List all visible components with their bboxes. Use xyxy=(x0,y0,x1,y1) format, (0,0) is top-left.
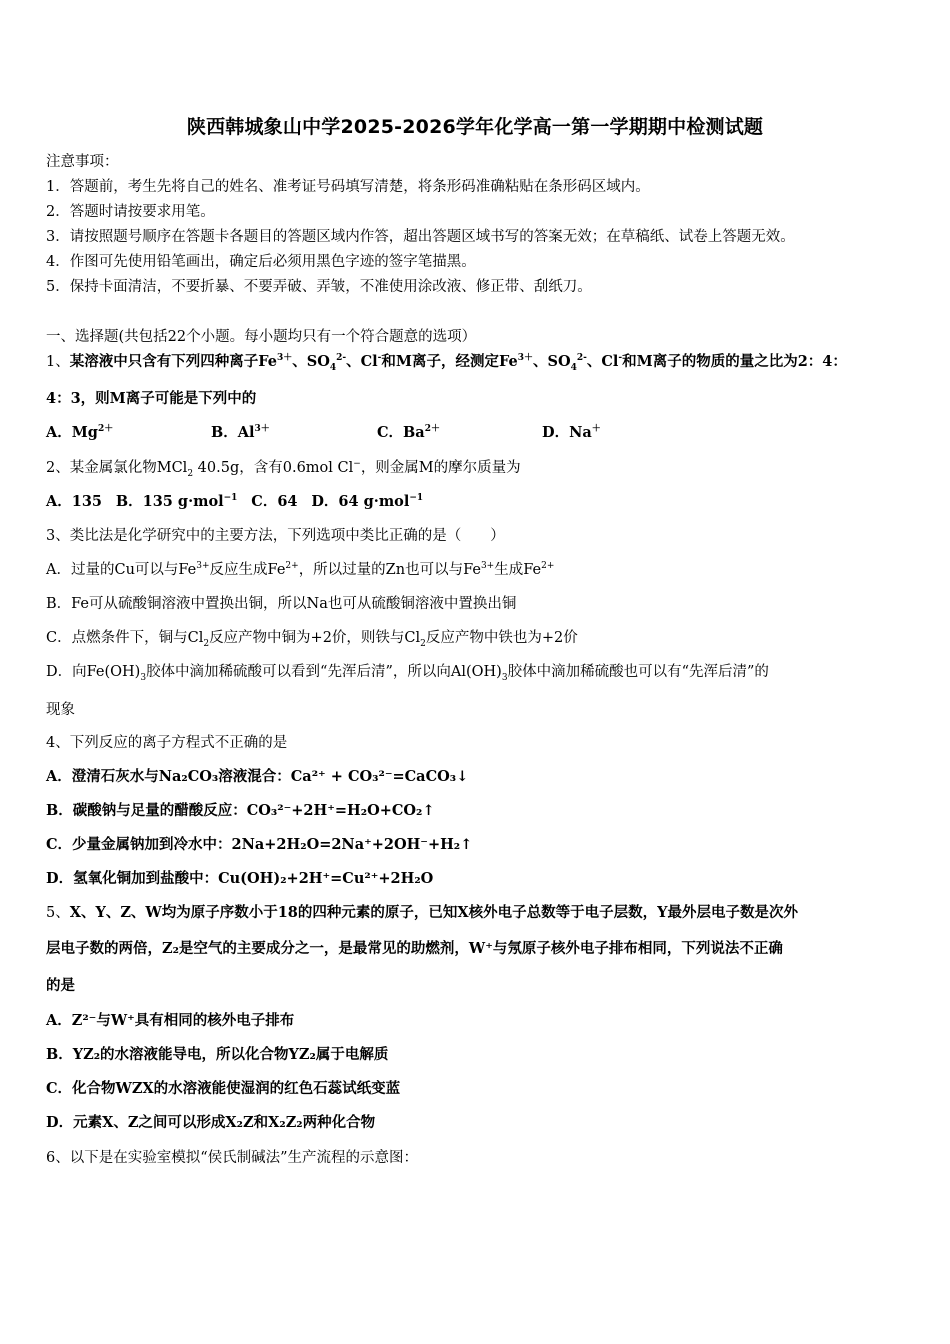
section-heading: 一、选择题(共包括22个小题。每小题均只有一个符合题意的选项） xyxy=(46,329,477,345)
option-a[interactable]: A．Z²⁻与W⁺具有相同的核外电子排布 xyxy=(46,1012,295,1029)
option-a[interactable]: A．135 xyxy=(46,493,103,510)
question-3-stem: 3、类比法是化学研究中的主要方法，下列选项中类比正确的是（ ） xyxy=(46,528,505,544)
question-6-stem: 6、以下是在实验室模拟“侯氏制碱法”生产流程的示意图： xyxy=(46,1150,419,1166)
option-b[interactable]: B．Fe可从硫酸铜溶液中置换出铜，所以Na也可从硫酸铜溶液中置换出铜 xyxy=(46,596,517,612)
question-1-stem xyxy=(46,352,910,372)
option-c[interactable]: C．点燃条件下，铜与$Cl_2$反应产物中铜为+2价，则铁与$Cl_2$反应产物中铁也为+2价 xyxy=(46,630,578,649)
question-5-stem: 5、X、Y、Z、W均为原子序数小于18的四种元素的原子，已知X核外电子总数等于电子层数，Y最外层电子数是次外 xyxy=(46,904,798,921)
option-c[interactable]: C．$Ba^{2+}$ xyxy=(377,424,440,441)
question-5-stem-cont: 的是 xyxy=(46,977,75,994)
option-a[interactable]: A．$Mg^{2+}$ xyxy=(46,424,114,441)
option-b[interactable]: B．YZ₂的水溶液能导电，所以化合物YZ₂属于电解质 xyxy=(46,1046,389,1063)
question-2-options xyxy=(46,492,910,512)
option-d[interactable]: D．氢氧化铜加到盐酸中：Cu(OH)₂+2H⁺=Cu²⁺+2H₂O xyxy=(46,870,434,887)
q1-text: 某溶液中只含有下列四种离子$Fe^{3+}$、$SO_4^{2-}$、Cl-和M离子，经测定$Fe^{3+}$、$SO_4^{2-}$、Cl-和M离子的物质的量之比为2：4： xyxy=(69,353,847,373)
option-b[interactable]: B．碳酸钠与足量的醋酸反应：CO₃²⁻+2H⁺=H₂O+CO₂↑ xyxy=(46,802,435,819)
option-d[interactable]: D．64 g·mol$^{-1}$ xyxy=(311,493,424,510)
option-b[interactable]: B．135 g·mol$^{-1}$ xyxy=(115,493,238,510)
option-c[interactable]: C．64 xyxy=(251,493,298,510)
question-number: 1、 xyxy=(46,354,70,370)
page-title: 陕西韩城象山中学2025-2026学年化学高一第一学期期中检测试题 xyxy=(186,116,764,138)
option-d[interactable]: D．Na＋ xyxy=(542,424,601,441)
question-4-stem: 4、下列反应的离子方程式不正确的是 xyxy=(46,735,288,751)
question-2-stem: 2、某金属氯化物MCl$_2$ 40.5g，含有0.6mol Cl−，则金属M的摩尔质量为 xyxy=(46,459,521,479)
option-d[interactable]: D．元素X、Z之间可以形成X₂Z和X₂Z₂两种化合物 xyxy=(46,1114,376,1131)
notice-item: 5．保持卡面清洁，不要折暴、不要弄破、弄皱，不准使用涂改液、修正带、刮纸刀。 xyxy=(46,279,592,295)
notice-item: 1．答题前，考生先将自己的姓名、准考证号码填写清楚，将条形码准确粘贴在条形码区域内。 xyxy=(46,179,650,195)
notice-item: 2．答题时请按要求用笔。 xyxy=(46,204,215,220)
option-c[interactable]: C．化合物WZX的水溶液能使湿润的红色石蕊试纸变蓝 xyxy=(46,1080,401,1097)
option-a[interactable]: A．过量的Cu可以与$Fe^{3+}$反应生成$Fe^{2+}$，所以过量的Zn也可以与$Fe^{3+}$生成$Fe^{2+}$ xyxy=(46,561,555,578)
notice-heading: 注意事项： xyxy=(46,154,119,170)
question-1-stem-cont: 4：3，则M离子可能是下列中的 xyxy=(46,390,257,407)
notice-item: 3．请按照题号顺序在答题卡各题目的答题区域内作答，超出答题区域书写的答案无效；在草稿纸、试卷上答题无效。 xyxy=(46,229,795,245)
option-a[interactable]: A．澄清石灰水与Na₂CO₃溶液混合：Ca²⁺ + CO₃²⁻=CaCO₃↓ xyxy=(46,768,469,785)
option-b[interactable]: B．$Al^{3+}$ xyxy=(211,424,270,441)
option-d-cont: 现象 xyxy=(46,702,75,718)
question-5-stem-cont: 层电子数的两倍，Z₂是空气的主要成分之一，是最常见的助燃剂，W⁺与氖原子核外电子排布相同，下列说法不正确 xyxy=(46,940,783,957)
option-d[interactable]: D．向$Fe(OH)_3$胶体中滴加稀硫酸可以看到“先浑后清”，所以向$Al(OH)_3$胶体中滴加稀硫酸也可以有“先浑后清”的 xyxy=(46,664,769,683)
option-c[interactable]: C．少量金属钠加到冷水中：2Na+2H₂O=2Na⁺+2OH⁻+H₂↑ xyxy=(46,836,473,853)
notice-item: 4．作图可先使用铅笔画出，确定后必须用黑色字迹的签字笔描黑。 xyxy=(46,254,476,270)
